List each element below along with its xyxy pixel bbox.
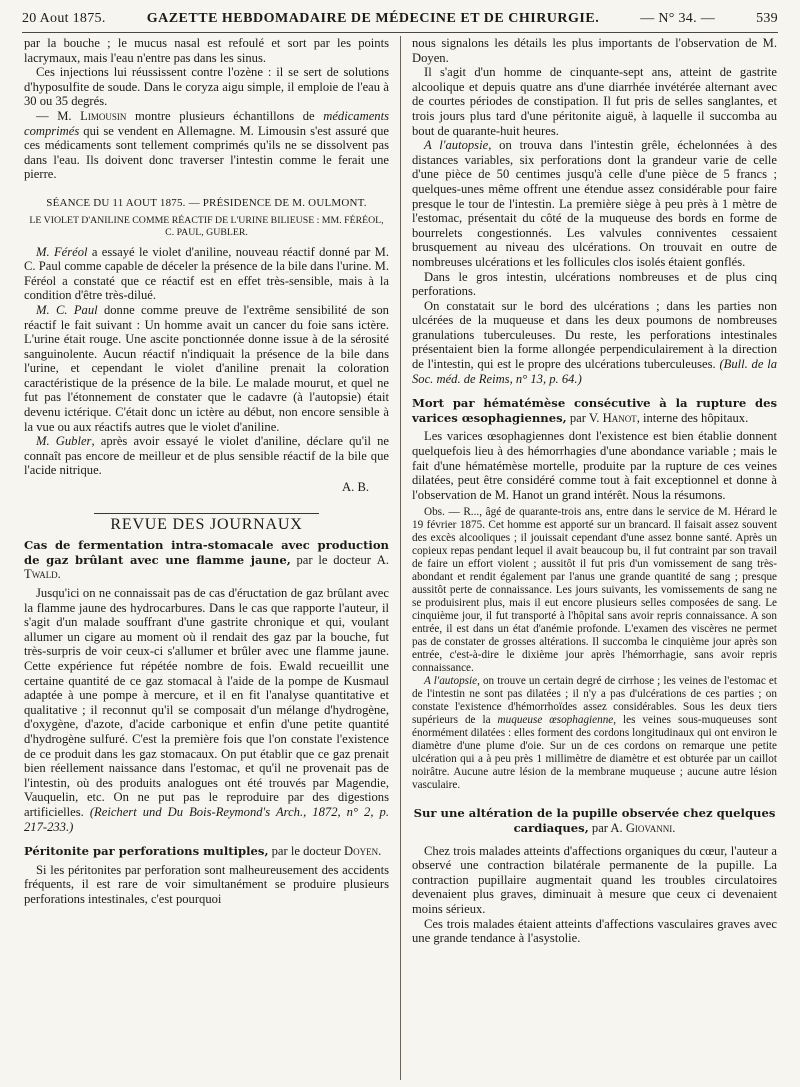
- issue-date: 20 Aout 1875.: [22, 11, 106, 26]
- page-number: 539: [756, 11, 778, 26]
- paragraph: Chez trois malades atteints d'affections organiques du cœur, l'auteur a observé une contraction bilatérale permanente de la pupille. La contraction pupillaire augmentait quand les troubles circulatoires devenaient plus graves, diminuait à mesure que ceux ci devenaient moins sérieux.: [412, 843, 777, 916]
- signature: A. B.: [342, 480, 369, 495]
- column-rule: [400, 36, 401, 1080]
- right-column: [412, 36, 777, 1080]
- left-column: [24, 36, 389, 1080]
- divider: [94, 513, 319, 514]
- journal-title: GAZETTE HEBDOMADAIRE DE MÉDECINE ET DE CHIRURGIE.: [146, 11, 600, 26]
- paragraph: Ces trois malades étaient atteints d'affections vasculaires graves avec une grande tendance à l'asystolie.: [412, 916, 777, 946]
- article-title: Mort par hématémèse consécutive à la rupture des varices œsophagiennes, par V. Hanot, interne des hôpitaux.: [412, 396, 777, 425]
- article-title: Cas de fermentation intra-stomacale avec production de gaz brûlant avec une flamme jaune, par le docteur A. Twald.: [24, 538, 389, 582]
- section-banner: REVUE DES JOURNAUX: [110, 515, 303, 533]
- observation: A l'autopsie, on trouve un certain degré de cirrhose ; les veines de l'estomac et de l'intestin ne sont pas dilatées ; il n'y a pas d'ulcérations de ces parties ; on constate l'existence d'hémorrhoïdes assez considérables. Sous les deux tiers supérieurs de la muqueuse œsophagienne, les veines sous-muqueuses sont énormément dilatées : elles forment des cordons longitudinaux qui ont environ le diamètre d'une plume d'oie. Sur un de ces cordons on remarque une petite ulcération qui a à peu près 1 millimètre de diamètre et est obturée par un caillot noirâtre. Aucune autre lésion de la membrane muqueuse ; aucune autre lésion vasculaire.: [412, 675, 777, 792]
- issue-number: — N° 34. —: [640, 11, 715, 26]
- session-subheading: LE VIOLET D'ANILINE COMME RÉACTIF DE L'URINE BILIEUSE : MM. FÉRÉOL, C. PAUL, GUBLER.: [29, 214, 384, 238]
- paragraph: nous signalons les détails les plus importants de l'observation de M. Doyen.: [412, 36, 777, 65]
- paragraph: On constatait sur le bord des ulcérations ; dans les parties non ulcérées de la muqueuse et dans les deux poumons de nombreuses granulations tuberculeuses. Du reste, les perforations intestinales présentaient bien la forme allongée perpendiculairement à la direction de l'intestin, qui est le propre des ulcérations tuberculeuses. (Bull. de la Soc. méd. de Reims, n° 13, p. 64.): [412, 298, 777, 386]
- paragraph: M. C. Paul donne comme preuve de l'extrême sensibilité de son réactif le fait suivant : Un homme avait un cancer du foie sans ictère. L'urine était rouge. Une ascite ponctionnée donne issue à de la sérosité sanguinolente. Aucun réactif n'indiquait la présence de la bile dans l'urine, et cependant le violet d'aniline prenait la coloration caractéristique de la présence de la bile. Le malade mourut, et quel ne fut pas l'étonnement de constater que le cadavre (à l'autopsie) était devenu ictérique. C'était donc un ictère au début, non encore sensible à la vue ou aux réactifs autres que le violet d'aniline.: [24, 302, 389, 434]
- paragraph: Si les péritonites par perforation sont malheureusement des accidents fréquents, il est rare de voir simultanément se produire plusieurs perforations intestinales, c'est pourquoi: [24, 862, 389, 906]
- paragraph: M. Gubler, après avoir essayé le violet d'aniline, déclare qu'il ne connaît pas encore de meilleur et de plus sensible réactif de la bile que l'acide nitrique.: [24, 434, 389, 478]
- paragraph: Les varices œsophagiennes dont l'existence est bien établie donnent quelquefois lieu à des hémorrhagies d'une abondance variable ; mais le fait d'une hématémèse mortelle, produite par la rupture de ces veines dilatées, peut être considéré comme tout à fait exceptionnel et donne à l'observation de M. Hanot un grand intérêt. Nous la résumons.: [412, 429, 777, 502]
- article-title: Sur une altération de la pupille observée chez quelques cardiaques, par A. Giovanni.: [413, 806, 776, 835]
- paragraph: Ces injections lui réussissent contre l'ozène : il se sert de solutions d'hyposulfite de soude. Dans le coryza aigu simple, il emploie de l'eau à 30 ou 35 degrés.: [24, 65, 389, 109]
- paragraph: Il s'agit d'un homme de cinquante-sept ans, atteint de gastrite alcoolique et depuis quatre ans d'une diarrhée invétérée alternant avec de courtes périodes de constipation. Il fut pris de selles sanglantes, et trois jours plus tard d'une péritonite aiguë, à laquelle il succomba au bout de quarante-huit heures.: [412, 65, 777, 138]
- paragraph: par la bouche ; le mucus nasal est refoulé et sort par les points lacrymaux, mais l'eau n'entre pas dans les sinus.: [24, 36, 389, 65]
- observation: Obs. — R..., âgé de quarante-trois ans, entre dans le service de M. Hérard le 19 février 1875. Cet homme est apporté sur un brancard. Il faisait assez souvent des excès alcooliques ; il jouissait cependant d'une assez bonne santé. Après un copieux repas pendant lequel il avait beaucoup bu, il fut contraint par son travail de faire un effort violent ; aussitôt il fut pris d'un vomissement de sang très-abondant et rendit également par l'anus une grande quantité de sang ; presque aussitôt perte de connaissance. Les jours suivants, les vomissements de sang ne se produisirent plus, mais il eut encore plusieurs selles composées de sang. Le cinquième jour, il fut transporté à l'hôpital sans avoir repris connaissance. A son entrée, il est dans un état d'anémie profonde. L'examen des viscères ne permet pas de constater de grosses altérations. Il succomba le cinquième jour après son entrée, c'est-à-dire le dixième jour après l'hémorrhagie, sans avoir repris connaissance.: [412, 506, 777, 675]
- paragraph: — M. Limousin montre plusieurs échantillons de médicaments comprimés qui se vendent en Allemagne. M. Limousin s'est assuré que ces médicaments sont tellement comprimés qu'ils ne se dissolvent pas dans l'eau. Ils doivent donc traverser l'intestin comme le ferait une pierre.: [24, 108, 389, 182]
- paragraph: A l'autopsie, on trouva dans l'intestin grêle, échelonnées à des distances variables, six perforations dont la grandeur varie de celle d'une pièce de 50 centimes jusqu'à celle d'une pièce de 5 francs ; quelques-unes même offrent une étendue assez considérable pour faire presque le tour de l'intestin. La première siège à peu près à 1 mètre de l'estomac, présentait du côté de la muqueuse des bords en forme de bourrelets congestionnés. Les valvules conniventes cessaient brusquement au niveau des ulcérations. On trouvait en outre de nombreuses ulcérations et les follicules clos isolés étaient gonflés.: [412, 138, 777, 269]
- article-title: Péritonite par perforations multiples, par le docteur Doyen.: [24, 844, 382, 859]
- paragraph: Dans le gros intestin, ulcérations nombreuses et de plus cinq perforations.: [412, 269, 777, 299]
- page-header: [22, 6, 778, 33]
- session-heading: SÉANCE DU 11 AOUT 1875. — PRÉSIDENCE DE M. OULMONT.: [46, 196, 367, 209]
- paragraph: Jusqu'ici on ne connaissait pas de cas d'éructation de gaz brûlant avec la flamme jaune des hydrocarbures. Dans le cas que rapporte l'auteur, il s'agit d'un malade souffrant d'une gastrite chronique et qui, voulant allumer un cigare au moment où il rendait des gaz par la bouche, fut très-surpris de voir ceux-ci s'allumer et brûler avec une flamme jaune. Cette expérience fut répétée nombre de fois. Ewald recueillit une certaine quantité de ce gaz stomacal à l'aide de la pompe de Kusmaul adaptée à une pompe à mercure, et il en fit l'analyse quantitative et qualitative ; il reconnut qu'il se composait d'un mélange d'hydrogène, d'oxygène, d'azote, d'acide carbonique et enfin d'une petite quantité d'hydrogène sulfuré. C'est la première fois que l'on constate l'existence de ce produit dans les gaz stomacaux. On put établir que ce gaz prenait bien réellement naissance dans l'estomac, et qu'il ne provenait pas de l'intestin, où des produits analogues ont été trouvés par Magendie, Vauquelin, etc. On ne put pas le reproduire par des digestions artificielles. (Reichert und Du Bois-Reymond's Arch., 1872, n° 2, p. 217-233.): [24, 586, 389, 834]
- paragraph: M. Féréol a essayé le violet d'aniline, nouveau réactif donné par M. C. Paul comme capable de déceler la présence de la bile dans l'urine. M. Féréol a constaté que ce réactif est en effet très-sensible, mais à la condition d'être très-dilué.: [24, 244, 389, 303]
